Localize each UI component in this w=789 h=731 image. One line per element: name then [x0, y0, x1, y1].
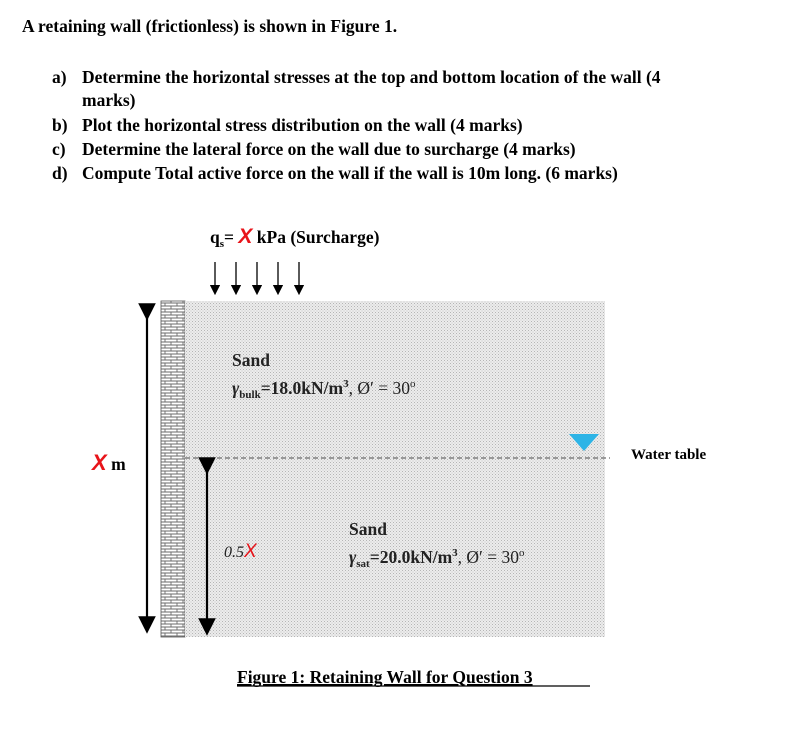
top-layer-properties: $\gamma_{bulk}=18.0kN/m^3$, Ø′ = $30^o$	[232, 378, 416, 401]
question-d-label: d)	[52, 163, 68, 183]
water-depth-label: 0.5X	[224, 541, 257, 562]
surcharge-label: $q_s= X$ kPa (Surcharge)	[210, 225, 380, 250]
top-layer-name: Sand	[232, 350, 270, 370]
bottom-layer-properties: $\gamma_{sat}=20.0kN/m^3$, Ø′ = $30^o$	[349, 547, 525, 570]
retaining-wall	[161, 301, 185, 637]
question-a-text: Determine the horizontal stresses at the top and bottom location of the wall (4	[82, 67, 661, 87]
question-a-continued: marks)	[82, 90, 136, 110]
figure-caption: Figure 1: Retaining Wall for Question 3	[237, 667, 533, 687]
water-table-label: Water table	[631, 447, 707, 463]
bottom-layer-name: Sand	[349, 519, 387, 539]
question-c-label: c)	[52, 139, 66, 159]
question-c-text: Determine the lateral force on the wall due to surcharge (4 marks)	[82, 139, 576, 159]
wall-height-label: X m	[92, 450, 126, 475]
question-b-text: Plot the horizontal stress distribution on the wall (4 marks)	[82, 115, 523, 135]
question-a-label: a)	[52, 67, 67, 87]
question-b-label: b)	[52, 115, 68, 135]
problem-title: A retaining wall (frictionless) is shown in Figure 1.	[22, 16, 398, 36]
surcharge-arrows	[215, 262, 299, 290]
question-d-text: Compute Total active force on the wall if the wall is 10m long. (6 marks)	[82, 163, 618, 183]
